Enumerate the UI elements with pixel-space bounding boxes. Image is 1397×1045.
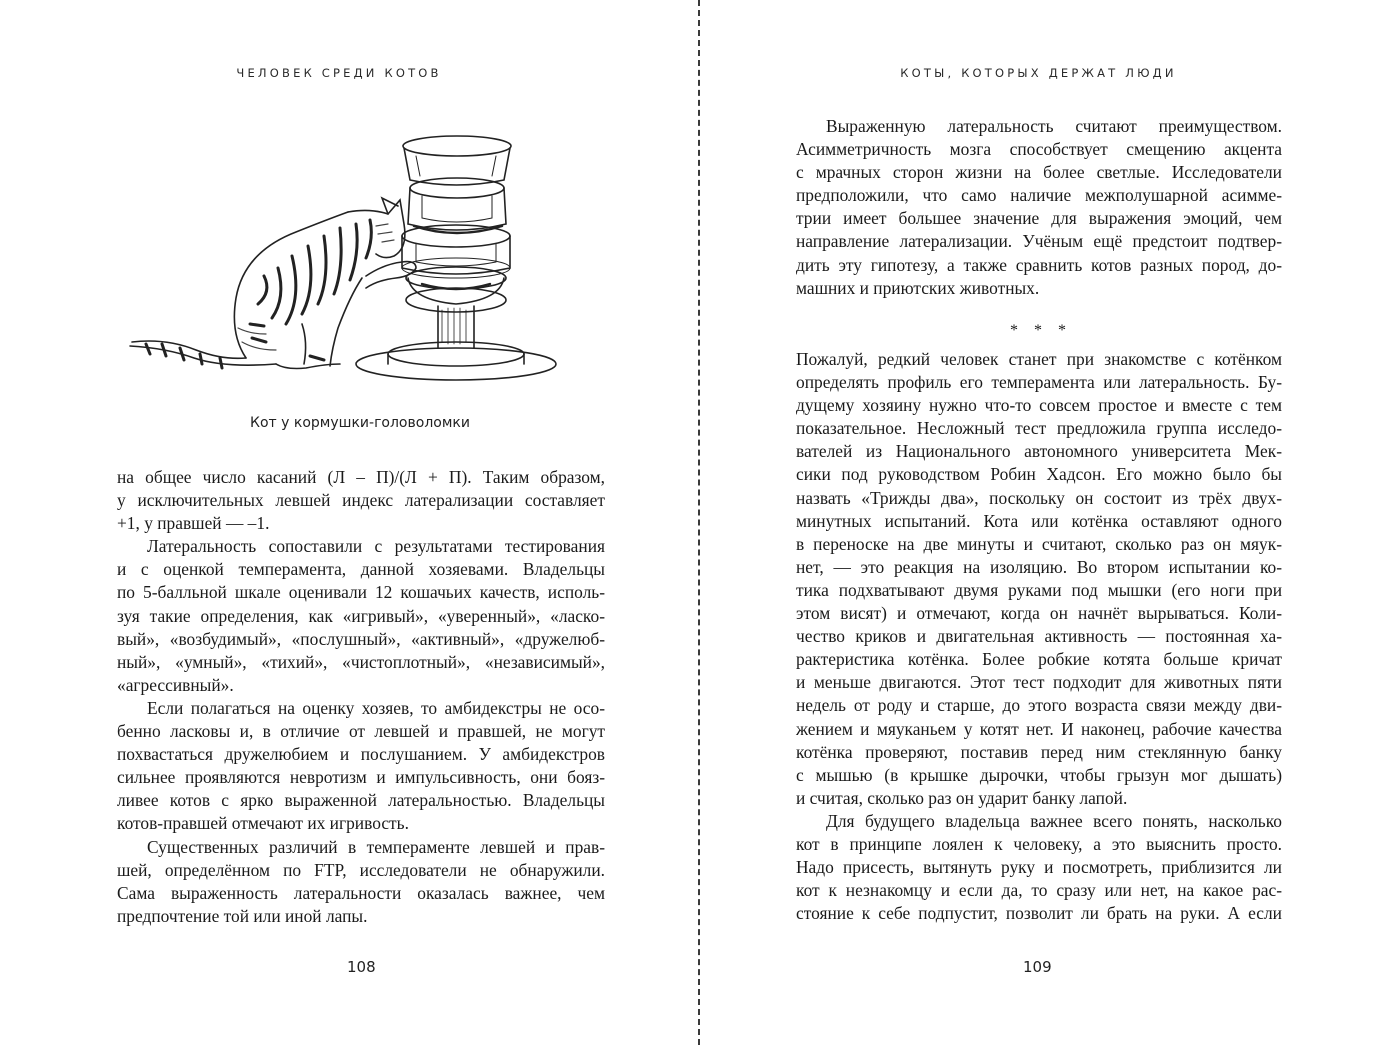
text-line: минутных испытаний. Кота или котёнка оставляют одного [796, 510, 1282, 531]
text-line: котёнка проверяют, поставив перед ним стеклянную банку [796, 741, 1282, 762]
text-line: предпочтение той или иной лапы. [117, 905, 368, 926]
left-page [0, 0, 698, 1045]
text-line: машних и приютских животных. [796, 277, 1040, 298]
page-number-left: 108 [347, 958, 376, 976]
text-line: и считая, сколько раз он ударит банку лапой. [796, 787, 1128, 808]
text-line: рактеристика котёнка. Более робкие котята больше кричат [796, 649, 1282, 670]
text-line: «агрессивный». [117, 674, 234, 695]
text-line: на общее число касаний (Л – П)/(Л + П). Таким образом, [117, 467, 605, 487]
text-line: бенно ласковы и, в отличие от левшей и правшей, не могут [117, 721, 605, 742]
text-line: с мрачных сторон жизни на более светлые. Исследователи [796, 162, 1282, 183]
text-line: кот к незнакомцу и если да, то сразу или нет, на какое рас- [796, 880, 1282, 901]
text-line: направление латерализации. Учёным ещё предстоит подтвер- [796, 231, 1282, 252]
text-line: ливее котов с ярко выраженной латеральностью. Владельцы [117, 790, 605, 811]
text-line: недель от роду и старше, до этого возраста связи между дви- [796, 695, 1282, 716]
text-line: определять профиль его темперамента или латеральность. Бу- [796, 372, 1282, 393]
text-line: ный», «умный», «тихий», «чистоплотный», «независимый», [117, 651, 605, 672]
text-line: кот в принципе лоялен к человеку, а это выяснить просто. [796, 833, 1282, 854]
text-line: назвать «Трижды два», поскольку он состоит из трёх двух- [796, 487, 1282, 508]
text-line: котов-правшей отмечают их игривость. [117, 813, 409, 834]
illustration-caption: Кот у кормушки-головоломки [250, 415, 470, 431]
text-line: и с оценкой темперамента, данной хозяевами. Владельцы [117, 559, 605, 580]
text-line: дить эту гипотезу, а также сравнить котов разных пород, до- [796, 254, 1282, 275]
text-line: Для будущего владельца важнее всего понять, насколько [826, 810, 1282, 831]
text-line: нет, — это реакция на изоляцию. Во втором испытании ко- [796, 556, 1282, 577]
page-number-right: 109 [1023, 958, 1052, 976]
text-line: трии имеет большее значение для выражения эмоций, чем [796, 208, 1282, 229]
running-head-right: КОТЫ, КОТОРЫХ ДЕРЖАТ ЛЮДИ [900, 66, 1177, 80]
text-line: похвастаться дружелюбием и послушанием. У амбидекстров [117, 744, 605, 765]
text-line: показательное. Несложный тест предложила группа исследо- [796, 418, 1282, 439]
text-line: Существенных различий в темпераменте левшей и прав- [147, 836, 605, 857]
running-head-left: ЧЕЛОВЕК СРЕДИ КОТОВ [236, 66, 442, 80]
cat-puzzle-feeder-illustration [126, 128, 558, 390]
text-line: Асимметричность мозга способствует смещению акцента [796, 139, 1282, 160]
text-line: по 5-балльной шкале оценивали 12 кошачьих качеств, исполь- [117, 582, 605, 603]
text-line: Если полагаться на оценку хозяев, то амбидекстры не осо- [147, 697, 605, 718]
text-line: вателей из Национального автономного университета Мек- [796, 441, 1282, 462]
text-line: и меньше двигаются. Этот тест подходит для животных пяти [796, 672, 1282, 693]
text-line: Сама выраженность латеральности оказалась важнее, чем [117, 882, 605, 903]
text-line: Выраженную латеральность считают преимуществом. [826, 116, 1282, 136]
text-line: дущему хозяину нужно что-то совсем простое и вместе с тем [796, 395, 1282, 416]
text-line: жением и мяуканьем у котят нет. И наконец, рабочие качества [796, 718, 1282, 739]
text-line: сильнее проявляются невротизм и импульсивность, они бояз- [117, 767, 605, 788]
text-line: предположили, что само наличие межполушарной асимме- [796, 185, 1282, 206]
right-page-body-text-top [796, 115, 1282, 300]
text-line: Надо присесть, вытянуть руку и посмотреть, приблизится ли [796, 857, 1282, 878]
text-line: у исключительных левшей индекс латерализации составляет [117, 490, 605, 511]
text-line: с мышью (в крышке дырочки, чтобы грызун мог дышать) [796, 764, 1282, 785]
text-line: тика подхватывают двумя руками под мышки (его ноги при [796, 579, 1282, 600]
text-line: этом висят) и отмечают, когда он начнёт вырываться. Коли- [796, 603, 1282, 624]
right-page-body-text-main [796, 348, 1282, 925]
left-page-body-text [117, 466, 605, 928]
text-line: шей, определённом по FTP, исследователи не обнаружили. [117, 859, 605, 880]
text-line: зуя такие определения, как «игривый», «уверенный», «ласко- [117, 605, 605, 626]
text-line: вый», «возбудимый», «послушный», «активный», «дружелюб- [117, 628, 605, 649]
text-line: Пожалуй, редкий человек станет при знакомстве с котёнком [796, 349, 1282, 369]
section-separator: * * * [1010, 322, 1072, 339]
text-line: стояние к себе подпустит, позволит ли брать на руки. А если [796, 903, 1282, 924]
text-line: +1, у правшей — –1. [117, 513, 270, 534]
text-line: чество криков и двигательная активность — постоянная ха- [796, 626, 1282, 647]
text-line: сики под руководством Робин Хадсон. Его можно было бы [796, 464, 1282, 485]
text-line: Латеральность сопоставили с результатами тестирования [147, 536, 605, 557]
text-line: в переноске на две минуты и считают, сколько раз он мяук- [796, 533, 1282, 554]
